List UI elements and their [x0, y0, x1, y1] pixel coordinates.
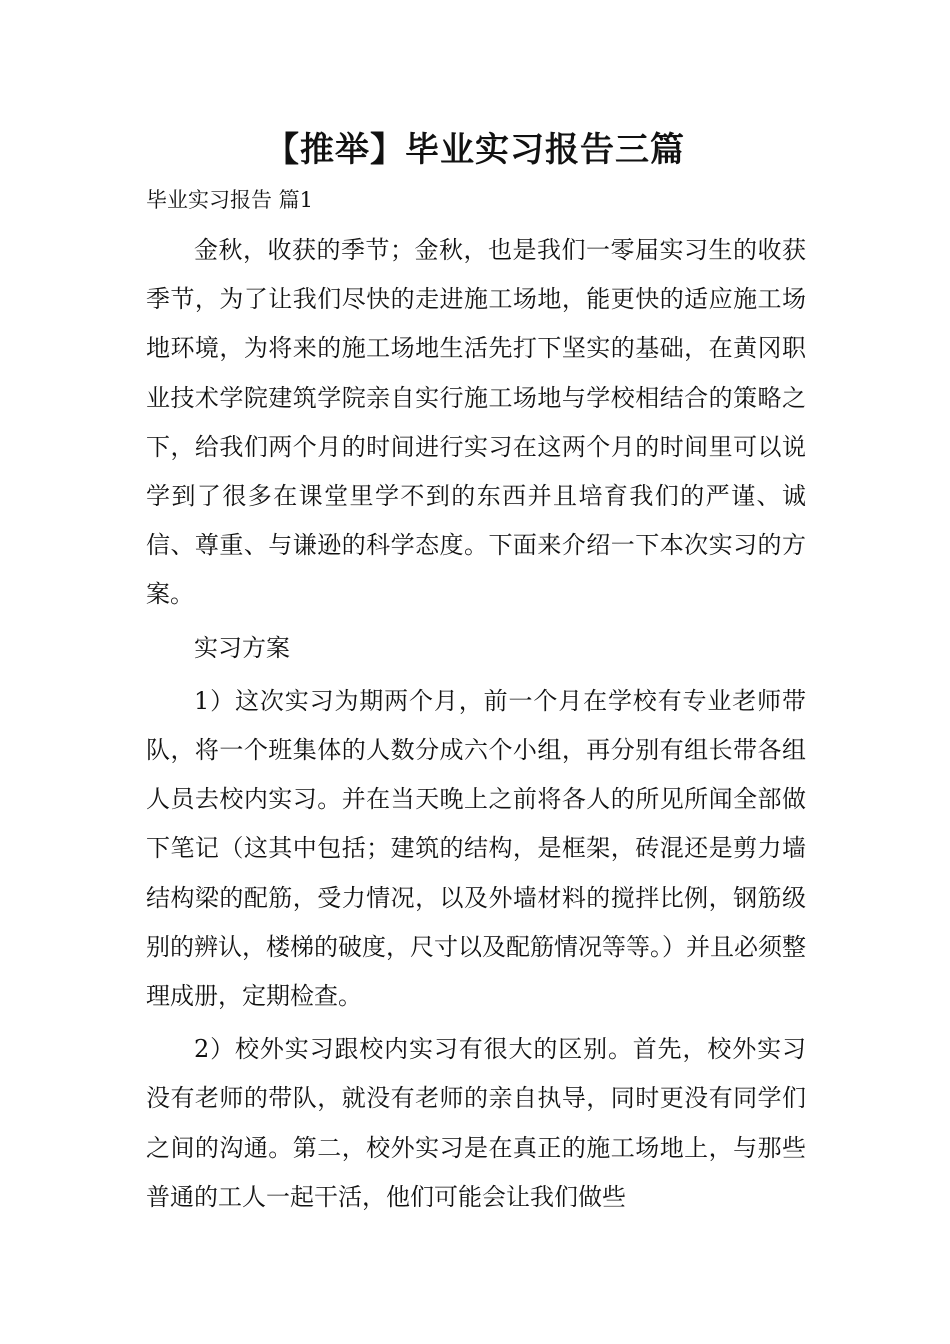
paragraph-plan-1: 1）这次实习为期两个月，前一个月在学校有专业老师带队，将一个班集体的人数分成六个小组，再分别有组长带各组人员去校内实习。并在当天晚上之前将各人的所见所闻全部做下笔记（这其中包括；建筑的结构，是框架，砖混还是剪力墙结构梁的配筋，受力情况，以及外墙材料的搅拌比例，钢筋级别的辨认，楼梯的破度，尺寸以及配筋情况等等。）并且必须整理成册，定期检查。: [146, 686, 806, 1011]
paragraph-intro: 金秋，收获的季节；金秋，也是我们一零届实习生的收获季节，为了让我们尽快的走进施工场地，能更快的适应施工场地环境，为将来的施工场地生活先打下坚实的基础，在黄冈职业技术学院建筑学院亲自实行施工场地与学校相结合的策略之下，给我们两个月的时间进行实习在这两个月的时间里可以说学到了很多在课堂里学不到的东西并且培育我们的严谨、诚信、尊重、与谦逊的科学态度。下面来介绍一下本次实习的方案。: [146, 236, 806, 609]
section-subtitle: 毕业实习报告 篇1: [146, 188, 314, 212]
document-body: [146, 226, 806, 1222]
paragraph-heading-plan: 实习方案: [194, 633, 290, 662]
paragraph-plan-2: 2）校外实习跟校内实习有很大的区别。首先，校外实习没有老师的带队，就没有老师的亲自执导，同时更没有同学们之间的沟通。第二，校外实习是在真正的施工场地上，与那些普通的工人一起干活，他们可能会让我们做些: [146, 1035, 806, 1211]
document-title: 【推举】毕业实习报告三篇: [265, 130, 685, 170]
